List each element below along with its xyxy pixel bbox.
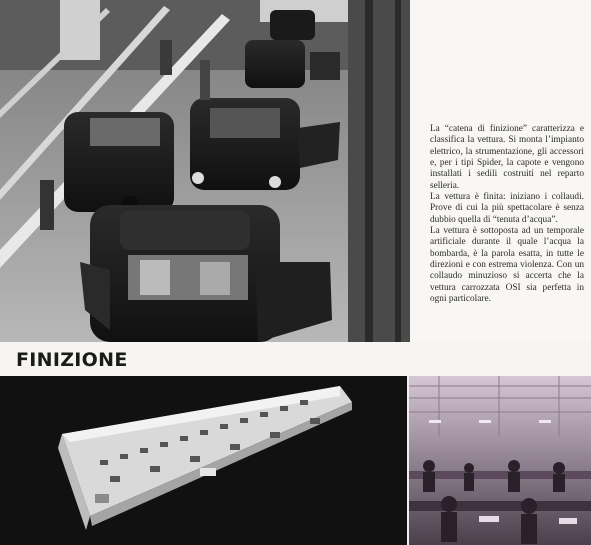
factory-model-illustration [0, 376, 407, 545]
assembly-line-illustration [0, 0, 410, 342]
factory-model-photo [0, 376, 407, 545]
section-title: FINIZIONE [16, 349, 128, 371]
paragraph: La vettura è finita: iniziano i collaudi. Prove di cui la più spettacolare è senza dubbio quella di “tenuta d’acqua”. [430, 192, 584, 225]
assembly-line-photo [0, 0, 410, 342]
paragraph: La “catena di finizione” caratterizza e classifica la vettura. Si monta l’impianto elettrico, la strumentazione, gli accessori e, per i tipi Spider, la capote e vengono installati i sedili costruiti nel reparto selleria. [430, 124, 584, 191]
body-text [430, 124, 584, 306]
workshop-photo [409, 376, 591, 545]
paragraph: La vettura è sottoposta ad un temporale artificiale durante il quale l’acqua la bombarda, è la parola esatta, in tutte le direzioni e con estrema violenza. Con un collaudo minuzioso si accerta che la vettura carrozzata OSI sia perfetta in ogni particolare. [430, 226, 584, 305]
workshop-illustration [409, 376, 591, 545]
